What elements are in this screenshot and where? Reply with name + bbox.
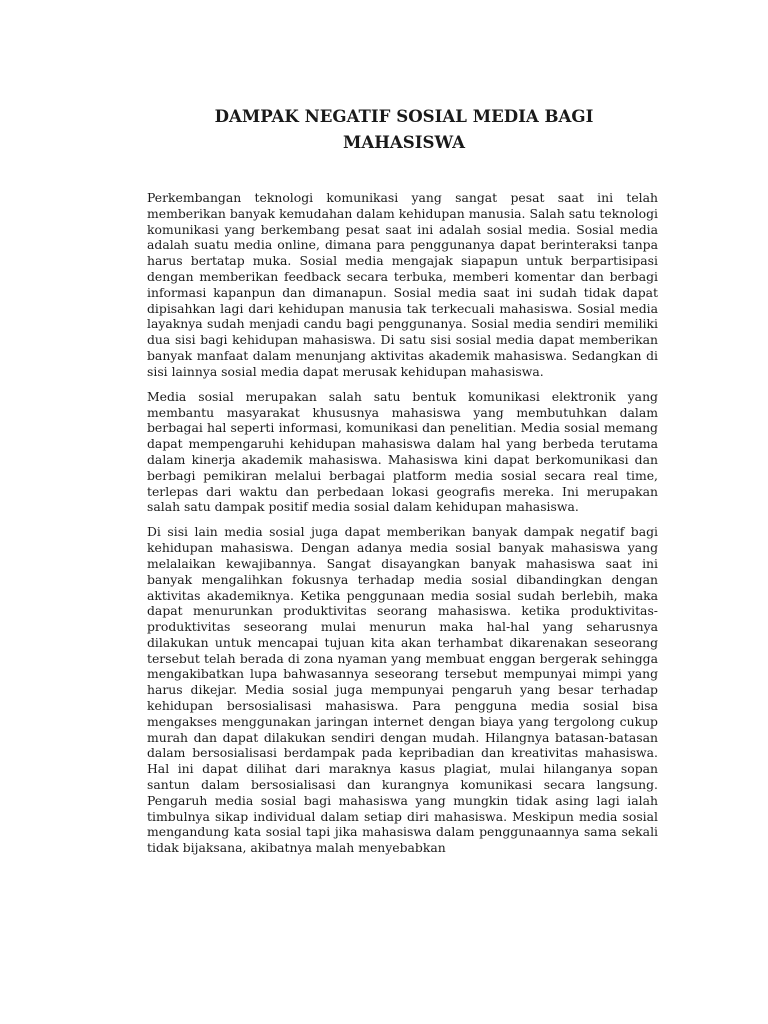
document-title — [150, 103, 658, 155]
title-line-1: DAMPAK NEGATIF SOSIAL MEDIA BAGI — [214, 106, 594, 126]
paragraph-2: Media sosial merupakan salah satu bentuk komunikasi elektronik yang membantu masyarakat khususnya mahasiswa yang membutuhkan dalam berbagai hal seperti informasi, komunikasi dan penelitian. Media sosial memang dapat mempengaruhi kehidupan mahasiswa dalam hal yang berbeda terutama dalam kinerja akademik mahasiswa. Mahasiswa kini dapat berkomunikasi dan berbagi pemikiran melalui berbagai platform media sosial secara real time, terlepas dari waktu dan perbedaan lokasi geografis mereka. Ini merupakan salah satu dampak positif media sosial dalam kehidupan mahasiswa. — [147, 388, 658, 515]
paragraph-3: Di sisi lain media sosial juga dapat memberikan banyak dampak negatif bagi kehidupan mahasiswa. Dengan adanya media sosial banyak mahasiswa yang melalaikan kewajibannya. Sangat disayangkan banyak mahasiswa saat ini banyak mengalihkan fokusnya terhadap media sosial dibandingkan dengan aktivitas akademiknya. Ketika penggunaan media sosial sudah berlebih, maka dapat menurunkan produktivitas seorang mahasiswa. ketika produktivitas-produktivitas seseorang mulai menurun maka hal-hal yang seharusnya dilakukan untuk mencapai tujuan kita akan terhambat dikarenakan seseorang tersebut telah berada di zona nyaman yang membuat enggan bergerak sehingga mengakibatkan lupa bahwasannya seseorang tersebut mempunyai mimpi yang harus dikejar. Media sosial juga mempunyai pengaruh yang besar terhadap kehidupan bersosialisasi mahasiswa. Para pengguna media sosial bisa mengakses menggunakan jaringan internet dengan biaya yang tergolong cukup murah dan dapat dilakukan sendiri dengan mudah. Hilangnya batasan-batasan dalam bersosialisasi berdampak pada kepribadian dan kreativitas mahasiswa. Hal ini dapat dilihat dari maraknya kasus plagiat, mulai hilanganya sopan santun dalam bersosialisasi dan kurangnya komunikasi secara langsung. Pengaruh media sosial bagi mahasiswa yang mungkin tidak asing lagi ialah timbulnya sikap individual dalam setiap diri mahasiswa. Meskipun media sosial mengandung kata sosial tapi jika mahasiswa dalam penggunaannya sama sekali tidak bijaksana, akibatnya malah menyebabkan — [147, 524, 658, 856]
document-body — [147, 190, 658, 856]
paragraph-1: Perkembangan teknologi komunikasi yang sangat pesat saat ini telah memberikan banyak kemudahan dalam kehidupan manusia. Salah satu teknologi komunikasi yang berkembang pesat saat ini adalah sosial media. Sosial media adalah suatu media online, dimana para penggunanya dapat berinteraksi tanpa harus bertatap muka. Sosial media mengajak siapapun untuk berpartisipasi dengan memberikan feedback secara terbuka, memberi komentar dan berbagi informasi kapanpun dan dimanapun. Sosial media saat ini sudah tidak dapat dipisahkan lagi dari kehidupan manusia tak terkecuali mahasiswa. Sosial media layaknya sudah menjadi candu bagi penggunanya. Sosial media sendiri memiliki dua sisi bagi kehidupan mahasiswa. Di satu sisi sosial media dapat memberikan banyak manfaat dalam menunjang aktivitas akademik mahasiswa. Sedangkan di sisi lainnya sosial media dapat merusak kehidupan mahasiswa. — [147, 190, 658, 379]
title-line-2: MAHASISWA — [343, 132, 465, 152]
